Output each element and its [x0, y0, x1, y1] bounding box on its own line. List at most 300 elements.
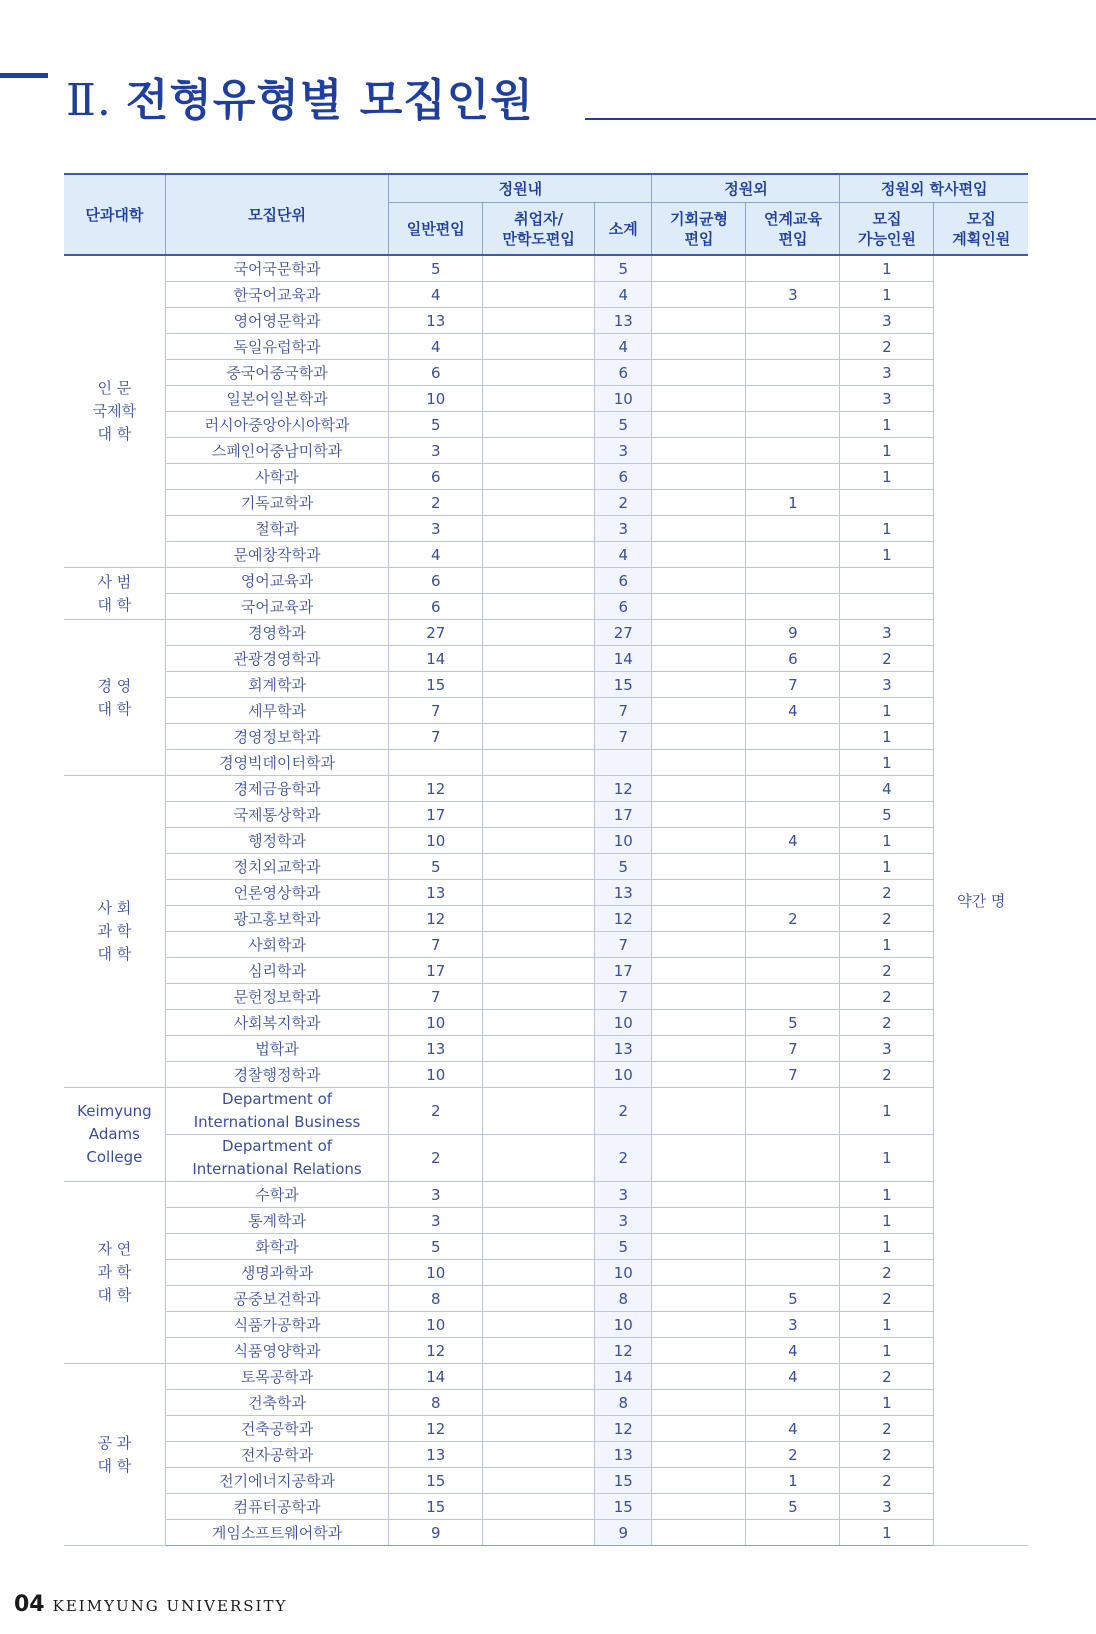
possible-count: 1	[840, 255, 934, 282]
general-transfer-count: 13	[389, 1442, 483, 1468]
employed-transfer-count	[483, 412, 595, 438]
possible-count: 2	[840, 1260, 934, 1286]
table-row	[64, 672, 1028, 698]
equal-opportunity-count	[652, 568, 746, 594]
table-row	[64, 880, 1028, 906]
linked-education-count: 5	[746, 1494, 840, 1520]
unit-name: 심리학과	[165, 958, 389, 984]
subtotal-count: 3	[595, 516, 652, 542]
employed-transfer-count	[483, 1062, 595, 1088]
linked-education-count	[746, 308, 840, 334]
title-text: 전형유형별 모집인원	[125, 75, 534, 126]
equal-opportunity-count	[652, 698, 746, 724]
employed-transfer-count	[483, 464, 595, 490]
employed-transfer-count	[483, 282, 595, 308]
table-row	[64, 255, 1028, 282]
linked-education-count: 4	[746, 1338, 840, 1364]
linked-education-count	[746, 464, 840, 490]
subtotal-count: 13	[595, 880, 652, 906]
subtotal-count: 8	[595, 1286, 652, 1312]
general-transfer-count: 2	[389, 1088, 483, 1135]
title-numeral: Ⅱ.	[66, 75, 112, 126]
subtotal-count: 12	[595, 906, 652, 932]
linked-education-count	[746, 932, 840, 958]
equal-opportunity-count	[652, 1234, 746, 1260]
unit-name: 법학과	[165, 1036, 389, 1062]
linked-education-count	[746, 724, 840, 750]
general-transfer-count: 3	[389, 1208, 483, 1234]
equal-opportunity-count	[652, 542, 746, 568]
employed-transfer-count	[483, 776, 595, 802]
general-transfer-count: 13	[389, 880, 483, 906]
table-row	[64, 542, 1028, 568]
table-row	[64, 1416, 1028, 1442]
possible-count: 3	[840, 386, 934, 412]
unit-name: 식품영양학과	[165, 1338, 389, 1364]
subtotal-count: 5	[595, 412, 652, 438]
employed-transfer-count	[483, 1036, 595, 1062]
employed-transfer-count	[483, 1468, 595, 1494]
possible-count	[840, 594, 934, 620]
linked-education-count: 4	[746, 698, 840, 724]
equal-opportunity-count	[652, 906, 746, 932]
linked-education-count	[746, 1390, 840, 1416]
table-row	[64, 1182, 1028, 1208]
general-transfer-count: 12	[389, 776, 483, 802]
table-row	[64, 776, 1028, 802]
table-row	[64, 1312, 1028, 1338]
general-transfer-count: 15	[389, 1494, 483, 1520]
general-transfer-count: 10	[389, 1010, 483, 1036]
linked-education-count: 4	[746, 828, 840, 854]
subtotal-count: 12	[595, 1416, 652, 1442]
equal-opportunity-count	[652, 828, 746, 854]
subtotal-count: 7	[595, 698, 652, 724]
linked-education-count: 5	[746, 1010, 840, 1036]
equal-opportunity-count	[652, 880, 746, 906]
equal-opportunity-count	[652, 490, 746, 516]
possible-count: 1	[840, 1234, 934, 1260]
equal-opportunity-count	[652, 1442, 746, 1468]
employed-transfer-count	[483, 1364, 595, 1390]
unit-name: 경찰행정학과	[165, 1062, 389, 1088]
unit-name: 중국어중국학과	[165, 360, 389, 386]
general-transfer-count: 3	[389, 1182, 483, 1208]
subtotal-count: 5	[595, 854, 652, 880]
general-transfer-count: 6	[389, 568, 483, 594]
college-name: 사 회 과 학 대 학	[64, 776, 165, 1088]
footer	[14, 1592, 287, 1617]
general-transfer-count: 27	[389, 620, 483, 646]
general-transfer-count: 4	[389, 542, 483, 568]
linked-education-count	[746, 880, 840, 906]
header-possible: 모집 가능인원	[840, 203, 934, 256]
linked-education-count: 1	[746, 1468, 840, 1494]
equal-opportunity-count	[652, 1312, 746, 1338]
employed-transfer-count	[483, 1312, 595, 1338]
employed-transfer-count	[483, 1182, 595, 1208]
table-row	[64, 958, 1028, 984]
possible-count: 1	[840, 828, 934, 854]
unit-name: 건축학과	[165, 1390, 389, 1416]
general-transfer-count: 12	[389, 906, 483, 932]
subtotal-count: 10	[595, 1312, 652, 1338]
equal-opportunity-count	[652, 308, 746, 334]
equal-opportunity-count	[652, 1135, 746, 1182]
general-transfer-count: 8	[389, 1390, 483, 1416]
general-transfer-count: 15	[389, 672, 483, 698]
unit-name: 영어교육과	[165, 568, 389, 594]
equal-opportunity-count	[652, 516, 746, 542]
linked-education-count: 2	[746, 906, 840, 932]
table-row	[64, 594, 1028, 620]
equal-opportunity-count	[652, 1088, 746, 1135]
possible-count: 1	[840, 412, 934, 438]
table-row	[64, 1286, 1028, 1312]
possible-count: 1	[840, 1338, 934, 1364]
subtotal-count: 3	[595, 438, 652, 464]
college-name: 인 문 국제학 대 학	[64, 255, 165, 568]
equal-opportunity-count	[652, 1036, 746, 1062]
linked-education-count	[746, 386, 840, 412]
equal-opportunity-count	[652, 1468, 746, 1494]
equal-opportunity-count	[652, 958, 746, 984]
linked-education-count	[746, 750, 840, 776]
equal-opportunity-count	[652, 1286, 746, 1312]
subtotal-count: 10	[595, 1010, 652, 1036]
employed-transfer-count	[483, 386, 595, 412]
table-row	[64, 698, 1028, 724]
employed-transfer-count	[483, 1135, 595, 1182]
possible-count: 2	[840, 1010, 934, 1036]
linked-education-count: 7	[746, 1036, 840, 1062]
table-row	[64, 646, 1028, 672]
possible-count: 2	[840, 880, 934, 906]
employed-transfer-count	[483, 516, 595, 542]
equal-opportunity-count	[652, 1416, 746, 1442]
subtotal-count: 8	[595, 1390, 652, 1416]
possible-count: 1	[840, 698, 934, 724]
unit-name: 경영학과	[165, 620, 389, 646]
subtotal-count: 15	[595, 1468, 652, 1494]
general-transfer-count: 4	[389, 334, 483, 360]
possible-count: 1	[840, 932, 934, 958]
general-transfer-count: 9	[389, 1520, 483, 1546]
subtotal-count: 12	[595, 776, 652, 802]
linked-education-count: 7	[746, 672, 840, 698]
title-accent-bar	[0, 73, 48, 78]
employed-transfer-count	[483, 568, 595, 594]
header-general: 일반편입	[389, 203, 483, 256]
linked-education-count: 7	[746, 1062, 840, 1088]
equal-opportunity-count	[652, 1364, 746, 1390]
possible-count: 1	[840, 464, 934, 490]
page-title	[66, 64, 534, 128]
unit-name: 스페인어중남미학과	[165, 438, 389, 464]
possible-count: 3	[840, 672, 934, 698]
employed-transfer-count	[483, 1286, 595, 1312]
college-name: 공 과 대 학	[64, 1364, 165, 1546]
employed-transfer-count	[483, 620, 595, 646]
header-employed: 취업자/ 만학도편입	[483, 203, 595, 256]
table-row	[64, 516, 1028, 542]
linked-education-count	[746, 542, 840, 568]
possible-count: 5	[840, 802, 934, 828]
linked-education-count	[746, 568, 840, 594]
linked-education-count: 4	[746, 1364, 840, 1390]
equal-opportunity-count	[652, 646, 746, 672]
table-row	[64, 1088, 1028, 1135]
table-row	[64, 620, 1028, 646]
possible-count: 2	[840, 646, 934, 672]
unit-name: 식품가공학과	[165, 1312, 389, 1338]
header-subtotal: 소계	[595, 203, 652, 256]
unit-name: 사회복지학과	[165, 1010, 389, 1036]
subtotal-count: 10	[595, 1062, 652, 1088]
employed-transfer-count	[483, 1416, 595, 1442]
unit-name: 통계학과	[165, 1208, 389, 1234]
possible-count: 1	[840, 438, 934, 464]
table-row	[64, 1062, 1028, 1088]
linked-education-count: 3	[746, 1312, 840, 1338]
subtotal-count: 27	[595, 620, 652, 646]
header-college: 단과대학	[64, 174, 165, 255]
unit-name: 전자공학과	[165, 1442, 389, 1468]
unit-name: 경영정보학과	[165, 724, 389, 750]
table-row	[64, 1234, 1028, 1260]
linked-education-count: 1	[746, 490, 840, 516]
general-transfer-count: 4	[389, 282, 483, 308]
possible-count: 1	[840, 282, 934, 308]
equal-opportunity-count	[652, 464, 746, 490]
linked-education-count	[746, 255, 840, 282]
table-row	[64, 386, 1028, 412]
general-transfer-count: 14	[389, 646, 483, 672]
subtotal-count: 13	[595, 1036, 652, 1062]
equal-opportunity-count	[652, 386, 746, 412]
employed-transfer-count	[483, 698, 595, 724]
subtotal-count: 7	[595, 932, 652, 958]
employed-transfer-count	[483, 542, 595, 568]
table-row	[64, 1442, 1028, 1468]
equal-opportunity-count	[652, 594, 746, 620]
subtotal-count: 6	[595, 360, 652, 386]
employed-transfer-count	[483, 932, 595, 958]
general-transfer-count: 5	[389, 412, 483, 438]
possible-count: 1	[840, 1520, 934, 1546]
linked-education-count	[746, 516, 840, 542]
possible-count: 1	[840, 1312, 934, 1338]
general-transfer-count: 7	[389, 724, 483, 750]
possible-count: 2	[840, 1062, 934, 1088]
employed-transfer-count	[483, 1390, 595, 1416]
subtotal-count: 3	[595, 1208, 652, 1234]
possible-count: 2	[840, 1286, 934, 1312]
possible-count: 1	[840, 1208, 934, 1234]
general-transfer-count: 6	[389, 464, 483, 490]
employed-transfer-count	[483, 360, 595, 386]
subtotal-count: 13	[595, 308, 652, 334]
employed-transfer-count	[483, 750, 595, 776]
table-row	[64, 438, 1028, 464]
possible-count: 2	[840, 984, 934, 1010]
unit-name: 러시아중앙아시아학과	[165, 412, 389, 438]
employed-transfer-count	[483, 672, 595, 698]
employed-transfer-count	[483, 255, 595, 282]
unit-name: 한국어교육과	[165, 282, 389, 308]
college-name: Keimyung Adams College	[64, 1088, 165, 1182]
equal-opportunity-count	[652, 1390, 746, 1416]
subtotal-count: 4	[595, 542, 652, 568]
table-row	[64, 724, 1028, 750]
table-row	[64, 568, 1028, 594]
unit-name: 철학과	[165, 516, 389, 542]
possible-count	[840, 568, 934, 594]
possible-count: 3	[840, 1494, 934, 1520]
subtotal-count: 10	[595, 386, 652, 412]
unit-name: 수학과	[165, 1182, 389, 1208]
equal-opportunity-count	[652, 334, 746, 360]
unit-name: 국어국문학과	[165, 255, 389, 282]
linked-education-count	[746, 334, 840, 360]
subtotal-count: 4	[595, 334, 652, 360]
general-transfer-count: 17	[389, 802, 483, 828]
header-unit: 모집단위	[165, 174, 389, 255]
linked-education-count	[746, 984, 840, 1010]
general-transfer-count: 7	[389, 932, 483, 958]
employed-transfer-count	[483, 1234, 595, 1260]
subtotal-count: 15	[595, 672, 652, 698]
equal-opportunity-count	[652, 750, 746, 776]
employed-transfer-count	[483, 854, 595, 880]
possible-count: 2	[840, 1364, 934, 1390]
general-transfer-count: 10	[389, 1260, 483, 1286]
subtotal-count: 9	[595, 1520, 652, 1546]
subtotal-count: 2	[595, 1135, 652, 1182]
general-transfer-count: 17	[389, 958, 483, 984]
employed-transfer-count	[483, 334, 595, 360]
general-transfer-count: 10	[389, 386, 483, 412]
header-out-quota: 정원외	[652, 174, 840, 203]
employed-transfer-count	[483, 724, 595, 750]
equal-opportunity-count	[652, 932, 746, 958]
possible-count: 3	[840, 308, 934, 334]
linked-education-count	[746, 1208, 840, 1234]
admission-quota-table	[64, 173, 1028, 1546]
unit-name: 국어교육과	[165, 594, 389, 620]
possible-count: 1	[840, 1182, 934, 1208]
employed-transfer-count	[483, 984, 595, 1010]
general-transfer-count: 10	[389, 828, 483, 854]
unit-name: 문헌정보학과	[165, 984, 389, 1010]
linked-education-count	[746, 412, 840, 438]
linked-education-count	[746, 1182, 840, 1208]
table-row	[64, 1010, 1028, 1036]
possible-count: 2	[840, 906, 934, 932]
general-transfer-count: 6	[389, 594, 483, 620]
employed-transfer-count	[483, 958, 595, 984]
subtotal-count: 3	[595, 1182, 652, 1208]
college-name: 사 범 대 학	[64, 568, 165, 620]
table-row	[64, 1208, 1028, 1234]
unit-name: Department of International Relations	[165, 1135, 389, 1182]
general-transfer-count: 14	[389, 1364, 483, 1390]
subtotal-count: 13	[595, 1442, 652, 1468]
unit-name: 일본어일본학과	[165, 386, 389, 412]
subtotal-count: 6	[595, 464, 652, 490]
employed-transfer-count	[483, 828, 595, 854]
possible-count: 2	[840, 1442, 934, 1468]
linked-education-count	[746, 1088, 840, 1135]
subtotal-count: 4	[595, 282, 652, 308]
subtotal-count: 10	[595, 1260, 652, 1286]
unit-name: 정치외교학과	[165, 854, 389, 880]
table-row	[64, 1364, 1028, 1390]
unit-name: 토목공학과	[165, 1364, 389, 1390]
unit-name: 컴퓨터공학과	[165, 1494, 389, 1520]
subtotal-count: 17	[595, 802, 652, 828]
employed-transfer-count	[483, 1442, 595, 1468]
possible-count: 3	[840, 1036, 934, 1062]
unit-name: 회계학과	[165, 672, 389, 698]
possible-count: 1	[840, 516, 934, 542]
planned-count: 약간 명	[934, 255, 1028, 1546]
employed-transfer-count	[483, 802, 595, 828]
equal-opportunity-count	[652, 776, 746, 802]
linked-education-count: 6	[746, 646, 840, 672]
linked-education-count: 2	[746, 1442, 840, 1468]
unit-name: 언론영상학과	[165, 880, 389, 906]
general-transfer-count: 7	[389, 984, 483, 1010]
table-row	[64, 490, 1028, 516]
unit-name: 화학과	[165, 1234, 389, 1260]
equal-opportunity-count	[652, 854, 746, 880]
unit-name: 관광경영학과	[165, 646, 389, 672]
unit-name: 경영빅데이터학과	[165, 750, 389, 776]
employed-transfer-count	[483, 1494, 595, 1520]
header-planned: 모집 계획인원	[934, 203, 1028, 256]
equal-opportunity-count	[652, 1182, 746, 1208]
unit-name: 사학과	[165, 464, 389, 490]
subtotal-count: 5	[595, 1234, 652, 1260]
table-row	[64, 802, 1028, 828]
header-linked: 연계교육 편입	[746, 203, 840, 256]
linked-education-count	[746, 854, 840, 880]
subtotal-count: 2	[595, 1088, 652, 1135]
general-transfer-count: 7	[389, 698, 483, 724]
possible-count: 1	[840, 542, 934, 568]
equal-opportunity-count	[652, 984, 746, 1010]
table-row	[64, 1520, 1028, 1546]
linked-education-count	[746, 1260, 840, 1286]
employed-transfer-count	[483, 1520, 595, 1546]
general-transfer-count: 12	[389, 1338, 483, 1364]
equal-opportunity-count	[652, 1208, 746, 1234]
unit-name: 게임소프트웨어학과	[165, 1520, 389, 1546]
table-row	[64, 1260, 1028, 1286]
employed-transfer-count	[483, 308, 595, 334]
table-row	[64, 1036, 1028, 1062]
general-transfer-count: 3	[389, 438, 483, 464]
general-transfer-count: 13	[389, 308, 483, 334]
general-transfer-count: 3	[389, 516, 483, 542]
general-transfer-count: 10	[389, 1312, 483, 1338]
linked-education-count: 3	[746, 282, 840, 308]
linked-education-count	[746, 1234, 840, 1260]
employed-transfer-count	[483, 1338, 595, 1364]
subtotal-count: 2	[595, 490, 652, 516]
subtotal-count	[595, 750, 652, 776]
